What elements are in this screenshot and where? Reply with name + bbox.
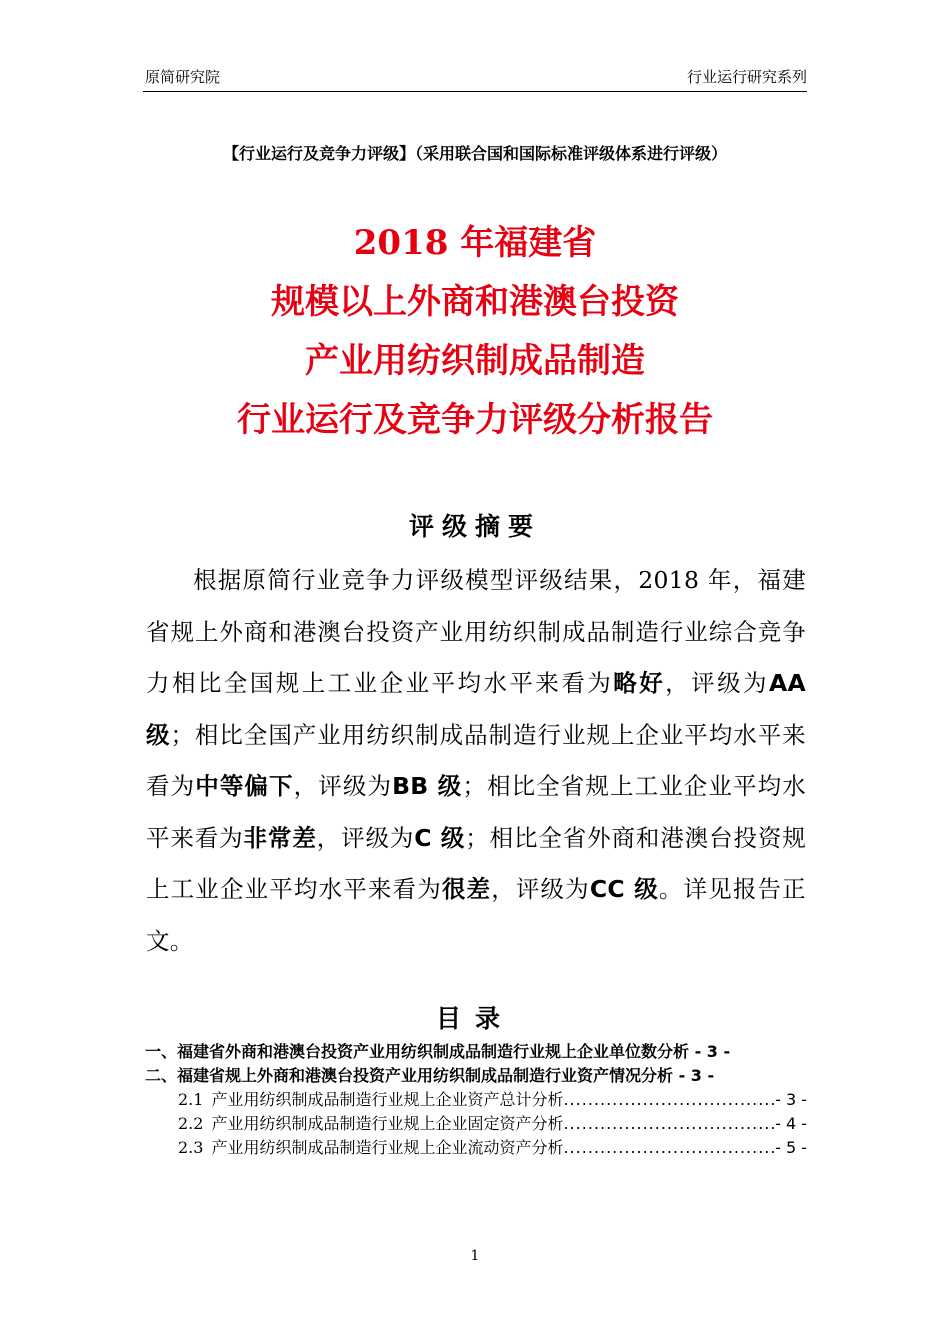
summary-text: 。详见报告正文。 xyxy=(146,875,806,955)
toc-entry-page: - 4 - xyxy=(775,1114,807,1133)
toc-entry-text: 产业用纺织制成品制造行业规上企业资产总计分析 xyxy=(211,1090,564,1109)
summary-text: ；相比全国产业用纺织制成品制造行业规上企业平均水平来看为 xyxy=(146,720,806,800)
header-divider xyxy=(143,91,807,92)
summary-text: ；相比全省外商和港澳台投资规上工业企业平均水平来看为 xyxy=(146,823,807,903)
toc-entry-text: 产业用纺织制成品制造行业规上企业流动资产分析 xyxy=(211,1138,564,1157)
report-title xyxy=(100,214,850,450)
title-line: 产业用纺织制成品制造 xyxy=(305,341,645,381)
page-number: 1 xyxy=(470,1248,480,1264)
toc-entry-level2[interactable] xyxy=(145,1088,807,1112)
summary-heading: 评级摘要 xyxy=(408,512,541,541)
toc-leader-dots xyxy=(563,1088,775,1112)
toc-entry-page: - 5 - xyxy=(775,1138,807,1157)
summary-text: ；相比全省规上工业企业平均水平来看为 xyxy=(146,772,807,852)
rating-emphasis: 非常差 xyxy=(243,823,317,852)
toc-entry-level2[interactable] xyxy=(145,1136,807,1160)
rating-emphasis: 中等偏下 xyxy=(195,772,294,800)
toc-entry-text: 产业用纺织制成品制造行业规上企业固定资产分析 xyxy=(211,1114,564,1133)
summary-text: ，评级为 xyxy=(293,772,393,800)
summary-text: 根据原简行业竞争力评级模型评级结果，2018 年，福建省规上外商和港澳台投资产业用纺织制成品制造行业综合竞争力相比全国规上工业企业平均水平来看为 xyxy=(146,566,806,697)
toc-entry-number: 2.1 xyxy=(178,1090,204,1109)
toc-leader-dots xyxy=(563,1112,775,1136)
rating-grade: AA 级 xyxy=(146,669,806,749)
toc-entry-number: 2.2 xyxy=(178,1114,204,1133)
title-line: 规模以上外商和港澳台投资 xyxy=(271,282,679,322)
title-line: 行业运行及竞争力评级分析报告 xyxy=(237,400,713,440)
page-header-right: 行业运行研究系列 xyxy=(686,68,807,86)
summary-text: ，评级为 xyxy=(491,875,590,903)
table-of-contents xyxy=(145,1040,807,1160)
summary-text: ，评级为 xyxy=(665,669,770,697)
rating-emphasis: 很差 xyxy=(441,875,492,903)
toc-entry-page: - 3 - xyxy=(775,1090,807,1109)
toc-entry-level1[interactable]: 一、福建省外商和港澳台投资产业用纺织制成品制造行业规上企业单位数分析 - 3 - xyxy=(145,1042,731,1061)
rating-emphasis: 略好 xyxy=(613,669,666,697)
toc-entry-level2[interactable] xyxy=(145,1112,807,1136)
title-line: 2018 年福建省 xyxy=(353,223,597,263)
toc-entry-number: 2.3 xyxy=(178,1138,204,1157)
evaluation-note: 【行业运行及竞争力评级】（采用联合国和国际标准评级体系进行评级） xyxy=(222,144,727,163)
rating-grade: BB 级 xyxy=(392,772,463,800)
toc-entry-level1[interactable]: 二、福建省规上外商和港澳台投资产业用纺织制成品制造行业资产情况分析 - 3 - xyxy=(145,1066,715,1085)
toc-heading: 目录 xyxy=(435,1004,514,1033)
rating-grade: C 级 xyxy=(414,823,466,852)
rating-grade: CC 级 xyxy=(589,875,659,903)
toc-leader-dots xyxy=(563,1136,775,1160)
summary-paragraph xyxy=(146,555,806,967)
page-header-left: 原简研究院 xyxy=(145,68,221,86)
summary-text: ，评级为 xyxy=(316,823,415,852)
